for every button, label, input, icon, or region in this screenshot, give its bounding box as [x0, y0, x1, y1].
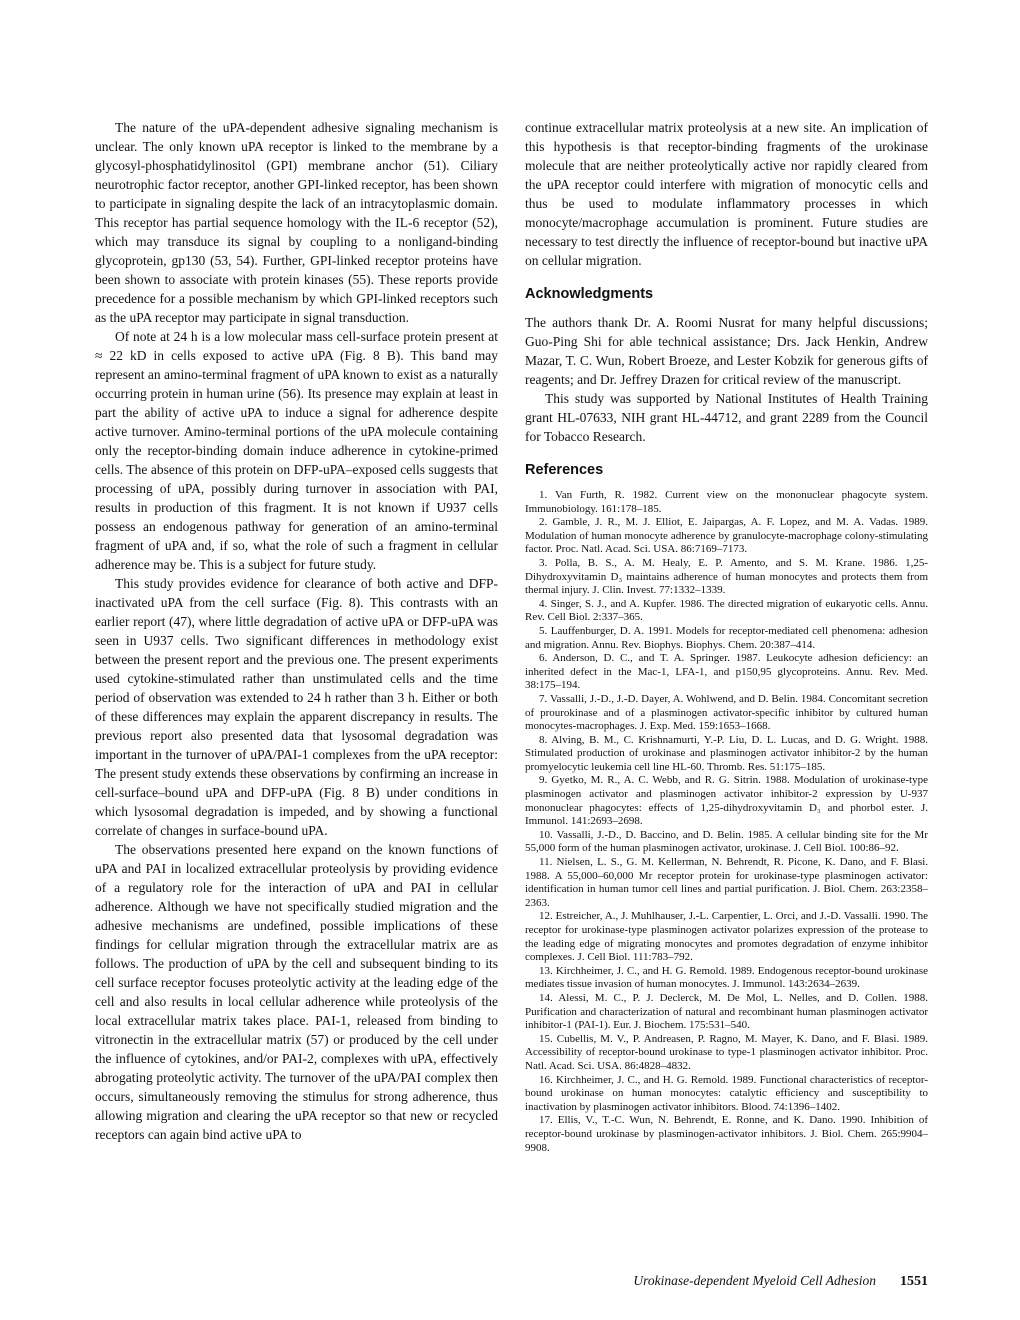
- reference-item: 16. Kirchheimer, J. C., and H. G. Remold. 1989. Functional characteristics of receptor-bound urokinase on human monocytes: catalytic efficiency and susceptibility to inactivation by plasminogen activator inhibitors. Blood. 74:1396–1402.: [525, 1073, 928, 1113]
- body-paragraph: This study provides evidence for clearance of both active and DFP-inactivated uPA from the cell surface (Fig. 8). This contrasts with an earlier report (47), where little degradation of active uPA or DFP-uPA was seen in U937 cells. Two significant differences in methodology exist between the present report and the previous one. The present experiments used cytokine-stimulated rather than unstimulated cells and the time period of observation was extended to 24 h rather than 3 h. Either or both of these differences may explain the apparent discrepancy in results. The previous report also presented data that lysosomal degradation was important in the turnover of uPA/PAI-1 complexes from the uPA receptor: The present study extends these observations by confirming an increase in cell-surface–bound uPA and DFP-uPA (Fig. 8 B) under conditions in which lysosomal degradation is impeded, and by showing a functional correlate of changes in surface-bound uPA.: [95, 576, 498, 838]
- references-heading: References: [525, 462, 604, 478]
- left-column: [95, 118, 498, 1155]
- acknowledgments-paragraph-1: The authors thank Dr. A. Roomi Nusrat for many helpful discussions; Guo-Ping Shi for able technical assistance; Drs. Jack Henkin, Andrew Mazar, T. C. Wun, Robert Broeze, and Lester Kobzik for generous gifts of reagents; and Dr. Jeffrey Drazen for critical review of the manuscript.: [525, 315, 928, 387]
- reference-item: 6. Anderson, D. C., and T. A. Springer. 1987. Leukocyte adhesion deficiency: an inherited defect in the Mac-1, LFA-1, and p150,95 glycoproteins. Annu. Rev. Med. 38:175–194.: [525, 652, 928, 692]
- acknowledgments-heading: Acknowledgments: [525, 286, 654, 302]
- reference-item: 8. Alving, B. M., C. Krishnamurti, Y.-P. Liu, D. L. Lucas, and D. G. Wright. 1988. Stimulated production of urokinase and plasminogen activator inhibitor-2 by the human promyelocytic leukemia cell line HL-60. Thromb. Res. 51:175–185.: [525, 733, 928, 773]
- reference-item: 9. Gyetko, M. R., A. C. Webb, and R. G. Sitrin. 1988. Modulation of urokinase-type plasminogen activator and plasminogen activator inhibitor-2 expression by U-937 mononuclear phagocytes: effects of 1,25-dihydroxyvitamin D₃ and phorbol ester. J. Immunol. 141:2693–2698.: [525, 774, 928, 828]
- page-content: [95, 118, 928, 1155]
- reference-list: [525, 489, 928, 1155]
- reference-item: 17. Ellis, V., T.-C. Wun, N. Behrendt, E. Ronne, and K. Dano. 1990. Inhibition of receptor-bound urokinase by plasminogen-activator inhibitors. J. Biol. Chem. 265:9904–9908.: [525, 1114, 928, 1154]
- right-column: [525, 118, 928, 1155]
- body-paragraph: The observations presented here expand on the known functions of uPA and PAI in localized extracellular proteolysis by providing evidence of a regulatory role for the interaction of uPA and PAI in cellular adherence. Although we have not specifically studied migration and the adhesive mechanisms are undefined, possible implications of these findings for cellular migration through the extracellular matrix are as follows. The production of uPA by the cell and subsequent binding to its cell surface receptor focuses proteolytic activity at the leading edge of the cell and also results in local cellular adherence while proteolysis of the local extracellular matrix takes place. PAI-1, released from binding to vitronectin in the extracellular matrix (57) or produced by the cell under the influence of cytokines, and/or PAI-2, complexes with uPA, effectively abrogating proteolytic activity. The turnover of the uPA/PAI complex then occurs, simultaneously removing the stimulus for strong adherence, thus allowing migration and clearing the uPA receptor so that new or recycled receptors can again bind active uPA to: [95, 842, 498, 1142]
- reference-item: 13. Kirchheimer, J. C., and H. G. Remold. 1989. Endogenous receptor-bound urokinase mediates tissue invasion of human monocytes. J. Immunol. 143:2634–2639.: [525, 964, 928, 991]
- body-paragraph: The nature of the uPA-dependent adhesive signaling mechanism is unclear. The only known uPA receptor is linked to the membrane by a glycosyl-phosphatidylinositol (GPI) membrane anchor (51). Ciliary neurotrophic factor receptor, another GPI-linked receptor, has been shown to participate in signaling despite the lack of an intracytoplasmic domain. This receptor has partial sequence homology with the IL-6 receptor (52), which may transduce its signal by coupling to a nonligand-binding glycoprotein, gp130 (53, 54). Further, GPI-linked receptor proteins have been shown to associate with protein kinases (55). These reports provide precedence for a possible mechanism by which GPI-linked receptors such as the uPA receptor may participate in signal transduction.: [95, 120, 498, 325]
- reference-item: 15. Cubellis, M. V., P. Andreasen, P. Ragno, M. Mayer, K. Dano, and F. Blasi. 1989. Accessibility of receptor-bound urokinase to type-1 plasminogen activator inhibitor. Proc. Natl. Acad. Sci. USA. 86:4828–4832.: [525, 1032, 928, 1072]
- reference-item: 2. Gamble, J. R., M. J. Elliot, E. Jaipargas, A. F. Lopez, and M. A. Vadas. 1989. Modulation of human monocyte adherence by granulocyte-macrophage colony-stimulating factor. Proc. Natl. Acad. Sci. USA. 86:7169–7173.: [525, 516, 928, 556]
- acknowledgments-paragraph-2: This study was supported by National Institutes of Health Training grant HL-07633, NIH grant HL-44712, and grant 2289 from the Council for Tobacco Research.: [525, 391, 928, 444]
- reference-item: 1. Van Furth, R. 1982. Current view on the mononuclear phagocyte system. Immunobiology. 161:178–185.: [525, 489, 928, 515]
- reference-item: 10. Vassalli, J.-D., D. Baccino, and D. Belin. 1985. A cellular binding site for the Mr 55,000 form of the human plasminogen activator, urokinase. J. Cell Biol. 100:86–92.: [525, 828, 928, 855]
- page-number: 1551: [900, 1274, 928, 1289]
- running-title: Urokinase-dependent Myeloid Cell Adhesion: [633, 1273, 876, 1288]
- reference-item: 7. Vassalli, J.-D., J.-D. Dayer, A. Wohlwend, and D. Belin. 1984. Concomitant secretion of prourokinase and of a plasminogen activator-specific inhibitor by cultured human monocytes-macrophages. J. Exp. Med. 159:1653–1668.: [525, 692, 928, 733]
- discussion-paragraphs: [95, 118, 498, 1144]
- reference-item: 11. Nielsen, L. S., G. M. Kellerman, N. Behrendt, R. Picone, K. Dano, and F. Blasi. 1988. A 55,000–60,000 Mr receptor protein for urokinase-type plasminogen activator: identification in human tumor cell lines and partial purification. J. Biol. Chem. 263:2358–2363.: [525, 856, 928, 909]
- reference-item: 3. Polla, B. S., A. M. Healy, E. P. Amento, and S. M. Krane. 1986. 1,25-Dihydroxyvitamin D₃ maintains adherence of human monocytes and protects them from thermal injury. J. Clin. Invest. 77:1332–1339.: [525, 556, 928, 597]
- page-footer: [633, 1272, 928, 1290]
- reference-item: 12. Estreicher, A., J. Muhlhauser, J.-L. Carpentier, L. Orci, and J.-D. Vassalli. 1990. The receptor for urokinase-type plasminogen activator polarizes expression of the protease to the leading edge of migrating monocytes and promotes degradation of enzyme inhibitor complexes. J. Cell Biol. 111:783–792.: [525, 910, 928, 964]
- continuation-paragraph: continue extracellular matrix proteolysis at a new site. An implication of this hypothesis is that receptor-binding fragments of the urokinase molecule that are neither proteolytically active nor rapidly cleared from the uPA receptor could interfere with migration of monocytic cells and thus be used to modulate inflammatory processes in which monocyte/macrophage accumulation is prominent. Future studies are necessary to test directly the influence of receptor-bound but inactive uPA on cellular migration.: [525, 120, 928, 268]
- reference-item: 4. Singer, S. J., and A. Kupfer. 1986. The directed migration of eukaryotic cells. Annu. Rev. Cell Biol. 2:337–365.: [525, 597, 928, 624]
- reference-item: 14. Alessi, M. C., P. J. Declerck, M. De Mol, L. Nelles, and D. Collen. 1988. Purification and characterization of natural and recombinant human plasminogen activator inhibitor-1 (PAI-1). Eur. J. Biochem. 175:531–540.: [525, 991, 928, 1032]
- body-paragraph: Of note at 24 h is a low molecular mass cell-surface protein present at ≈ 22 kD in cells exposed to active uPA (Fig. 8 B). This band may represent an amino-terminal fragment of uPA known to exist as a naturally occurring protein in human urine (56). Its presence may explain at least in part the ability of active uPA to induce a signal for adherence despite active turnover. Amino-terminal portions of the uPA molecule containing only the receptor-binding domain induce adherence in cytokine-primed cells. The absence of this protein on DFP-uPA–exposed cells suggests that processing of uPA, possibly during turnover in association with PAI, results in production of this fragment. It is not known if U937 cells possess an endogenous pathway for generation of an amino-terminal fragment of uPA and, if so, what the role of such a fragment in cellular adherence may be. This is a subject for future study.: [95, 329, 498, 572]
- reference-item: 5. Lauffenburger, D. A. 1991. Models for receptor-mediated cell phenomena: adhesion and migration. Annu. Rev. Biophys. Biophys. Chem. 20:387–414.: [525, 624, 928, 651]
